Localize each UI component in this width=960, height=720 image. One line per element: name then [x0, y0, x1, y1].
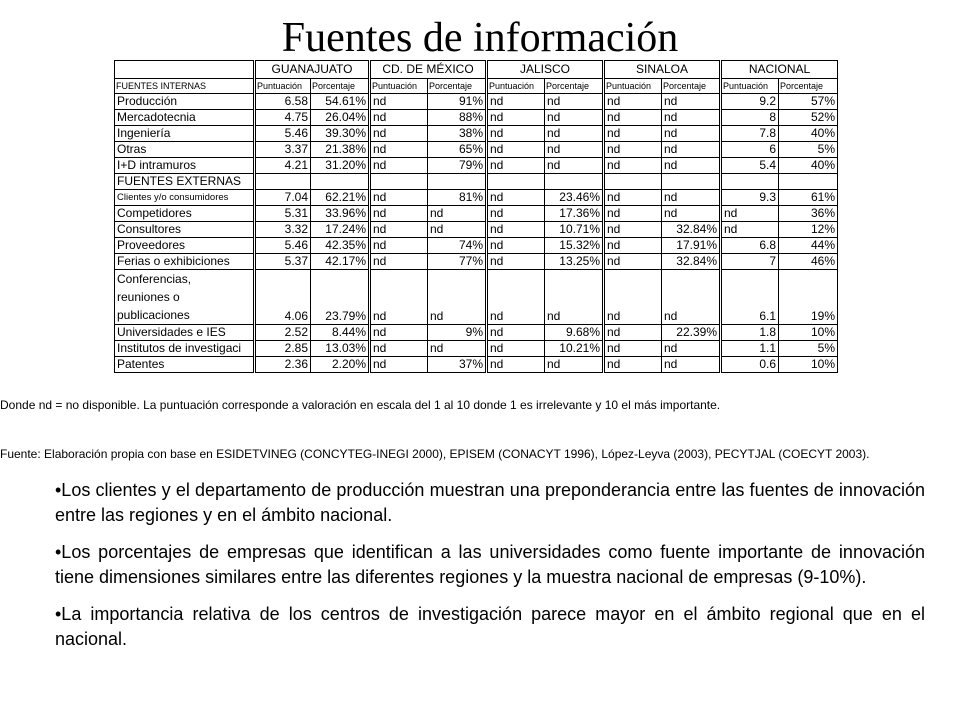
table-section-row — [115, 174, 838, 190]
score-cell: nd — [604, 142, 662, 158]
score-cell: nd — [487, 126, 545, 142]
score-cell: nd — [370, 270, 428, 325]
score-cell: 6 — [721, 142, 779, 158]
table-row — [115, 222, 838, 238]
score-cell: nd — [487, 341, 545, 357]
percent-cell: 88% — [428, 110, 487, 126]
percent-cell: 8.44% — [311, 325, 370, 341]
percent-cell: nd — [545, 270, 604, 325]
score-cell: nd — [370, 254, 428, 270]
score-cell: 7.04 — [255, 190, 311, 206]
region-header: SINALOA — [604, 61, 721, 79]
percent-cell: 91% — [428, 94, 487, 110]
row-label: Ingeniería — [115, 126, 255, 142]
score-cell: 6.58 — [255, 94, 311, 110]
score-cell: nd — [487, 238, 545, 254]
percent-cell: 62.21% — [311, 190, 370, 206]
percent-cell: 74% — [428, 238, 487, 254]
percent-cell: 37% — [428, 357, 487, 373]
score-cell: nd — [370, 206, 428, 222]
percent-cell: nd — [662, 142, 721, 158]
score-cell: 6.8 — [721, 238, 779, 254]
score-cell: 4.06 — [255, 270, 311, 325]
percent-cell: 52% — [779, 110, 838, 126]
percent-cell: 5% — [779, 341, 838, 357]
score-cell: nd — [370, 222, 428, 238]
percent-cell: 15.32% — [545, 238, 604, 254]
table-row — [115, 325, 838, 341]
row-label-line: Conferencias, — [117, 272, 192, 286]
percent-cell: 26.04% — [311, 110, 370, 126]
percent-cell: 2.20% — [311, 357, 370, 373]
score-cell: nd — [721, 222, 779, 238]
row-label: Clientes y/o consumidores — [115, 190, 255, 206]
score-cell: 7 — [721, 254, 779, 270]
percent-cell: nd — [662, 270, 721, 325]
score-cell: 5.46 — [255, 238, 311, 254]
bullet-item: •La importancia relativa de los centros de investigación parece mayor en el ámbito regional que en el nacional. — [55, 604, 925, 649]
corner-cell — [115, 61, 255, 79]
region-header: GUANAJUATO — [255, 61, 370, 79]
row-label: Proveedores — [115, 238, 255, 254]
score-cell: nd — [721, 206, 779, 222]
score-cell: 4.21 — [255, 158, 311, 174]
score-cell: nd — [370, 142, 428, 158]
bullet-list — [55, 478, 925, 664]
percent-cell: nd — [545, 110, 604, 126]
row-label: Ferias o exhibiciones — [115, 254, 255, 270]
region-header: JALISCO — [487, 61, 604, 79]
percent-cell: nd — [662, 206, 721, 222]
percent-cell: 10.71% — [545, 222, 604, 238]
score-cell: nd — [370, 110, 428, 126]
row-label: Otras — [115, 142, 255, 158]
empty-cell — [779, 174, 838, 190]
section-heading-external: FUENTES EXTERNAS — [115, 174, 255, 190]
percent-cell: 13.25% — [545, 254, 604, 270]
row-label: Consultores — [115, 222, 255, 238]
percent-cell: 77% — [428, 254, 487, 270]
percent-cell: 38% — [428, 126, 487, 142]
percent-cell: nd — [662, 110, 721, 126]
score-cell: 5.46 — [255, 126, 311, 142]
subheader-score: Puntuación — [487, 79, 545, 94]
percent-cell: 32.84% — [662, 222, 721, 238]
score-cell: nd — [487, 110, 545, 126]
percent-cell: 10% — [779, 325, 838, 341]
region-header: NACIONAL — [721, 61, 838, 79]
table-row — [115, 142, 838, 158]
score-cell: nd — [487, 190, 545, 206]
score-cell: 8 — [721, 110, 779, 126]
score-cell: nd — [604, 206, 662, 222]
row-label-line: publicaciones — [117, 308, 190, 322]
subheader-percent: Porcentaje — [311, 79, 370, 94]
percent-cell: 22.39% — [662, 325, 721, 341]
subheader-percent: Porcentaje — [545, 79, 604, 94]
score-cell: nd — [487, 94, 545, 110]
score-cell: nd — [604, 254, 662, 270]
percent-cell: 54.61% — [311, 94, 370, 110]
score-cell: nd — [370, 341, 428, 357]
row-label: I+D intramuros — [115, 158, 255, 174]
percent-cell: nd — [662, 158, 721, 174]
percent-cell: 23.46% — [545, 190, 604, 206]
percent-cell: 23.79% — [311, 270, 370, 325]
table-row — [115, 254, 838, 270]
score-cell: 4.75 — [255, 110, 311, 126]
row-label: Mercadotecnia — [115, 110, 255, 126]
slide-title: Fuentes de información — [281, 15, 679, 61]
score-cell: 9.2 — [721, 94, 779, 110]
empty-cell — [721, 174, 779, 190]
score-cell: 5.37 — [255, 254, 311, 270]
empty-cell — [428, 174, 487, 190]
table-subheader-row — [115, 79, 838, 94]
score-cell: nd — [487, 270, 545, 325]
percent-cell: 9.68% — [545, 325, 604, 341]
percent-cell: 5% — [779, 142, 838, 158]
percent-cell: nd — [428, 222, 487, 238]
percent-cell: nd — [662, 341, 721, 357]
score-cell: 1.8 — [721, 325, 779, 341]
subheader-score: Puntuación — [255, 79, 311, 94]
score-cell: nd — [487, 158, 545, 174]
score-cell: 2.52 — [255, 325, 311, 341]
subheader-score: Puntuación — [721, 79, 779, 94]
bullet-item: •Los clientes y el departamento de producción muestran una preponderancia entre las fuentes de innovación entre las regiones y en el ámbito nacional. — [55, 480, 925, 525]
table-row — [115, 158, 838, 174]
table-header-row — [115, 61, 838, 79]
score-cell: 3.32 — [255, 222, 311, 238]
row-label: Universidades e IES — [115, 325, 255, 341]
percent-cell: 33.96% — [311, 206, 370, 222]
score-cell: nd — [604, 270, 662, 325]
score-cell: 2.85 — [255, 341, 311, 357]
score-cell: nd — [604, 190, 662, 206]
score-cell: nd — [487, 254, 545, 270]
table-row — [115, 110, 838, 126]
percent-cell: 17.36% — [545, 206, 604, 222]
empty-cell — [255, 174, 311, 190]
percent-cell: 57% — [779, 94, 838, 110]
table-row — [115, 206, 838, 222]
percent-cell: nd — [428, 206, 487, 222]
percent-cell: 42.17% — [311, 254, 370, 270]
percent-cell: 21.38% — [311, 142, 370, 158]
percent-cell: 65% — [428, 142, 487, 158]
subheader-score: Puntuación — [604, 79, 662, 94]
percent-cell: 10.21% — [545, 341, 604, 357]
score-cell: nd — [604, 325, 662, 341]
table-row — [115, 238, 838, 254]
score-cell: 3.37 — [255, 142, 311, 158]
score-cell: nd — [604, 238, 662, 254]
score-cell: 7.8 — [721, 126, 779, 142]
score-cell: 9.3 — [721, 190, 779, 206]
score-cell: nd — [487, 357, 545, 373]
score-cell: nd — [487, 222, 545, 238]
percent-cell: 13.03% — [311, 341, 370, 357]
percent-cell: 32.84% — [662, 254, 721, 270]
percent-cell: nd — [545, 158, 604, 174]
score-cell: nd — [370, 94, 428, 110]
percent-cell: 39.30% — [311, 126, 370, 142]
empty-cell — [662, 174, 721, 190]
score-cell: nd — [370, 190, 428, 206]
table-row — [115, 357, 838, 373]
score-cell: nd — [487, 142, 545, 158]
empty-cell — [311, 174, 370, 190]
note-nd: Donde nd = no disponible. La puntuación corresponde a valoración en escala del 1 al 10 donde 1 es irrelevante y 10 el más importante. — [0, 398, 721, 412]
row-label-line: reuniones o — [117, 290, 180, 304]
table-row — [115, 126, 838, 142]
score-cell: nd — [370, 357, 428, 373]
score-cell: 1.1 — [721, 341, 779, 357]
score-cell: nd — [487, 206, 545, 222]
percent-cell: 61% — [779, 190, 838, 206]
percent-cell: 36% — [779, 206, 838, 222]
percent-cell: nd — [662, 190, 721, 206]
percent-cell: 19% — [779, 270, 838, 325]
table-row — [115, 94, 838, 110]
percent-cell: nd — [428, 270, 487, 325]
score-cell: nd — [604, 158, 662, 174]
score-cell: nd — [370, 158, 428, 174]
percent-cell: 40% — [779, 126, 838, 142]
percent-cell: 44% — [779, 238, 838, 254]
score-cell: nd — [487, 325, 545, 341]
percent-cell: 17.91% — [662, 238, 721, 254]
percent-cell: 31.20% — [311, 158, 370, 174]
sources-table — [114, 60, 838, 373]
percent-cell: 40% — [779, 158, 838, 174]
percent-cell: 17.24% — [311, 222, 370, 238]
percent-cell: 79% — [428, 158, 487, 174]
percent-cell: 9% — [428, 325, 487, 341]
subheader-score: Puntuación — [370, 79, 428, 94]
score-cell: nd — [604, 222, 662, 238]
region-header: CD. DE MÉXICO — [370, 61, 487, 79]
percent-cell: 46% — [779, 254, 838, 270]
percent-cell: 10% — [779, 357, 838, 373]
score-cell: 6.1 — [721, 270, 779, 325]
section-heading-internal: FUENTES INTERNAS — [115, 79, 255, 94]
subheader-percent: Porcentaje — [428, 79, 487, 94]
empty-cell — [487, 174, 545, 190]
score-cell: 5.31 — [255, 206, 311, 222]
percent-cell: nd — [662, 357, 721, 373]
row-label: Patentes — [115, 357, 255, 373]
table-row — [115, 341, 838, 357]
bullet-item: •Los porcentajes de empresas que identifican a las universidades como fuente importante de innovación tiene dimensiones similares entre las diferentes regiones y la muestra nacional de empresas (9-10%). — [55, 542, 925, 587]
empty-cell — [370, 174, 428, 190]
percent-cell: nd — [545, 94, 604, 110]
score-cell: nd — [604, 357, 662, 373]
score-cell: 0.6 — [721, 357, 779, 373]
percent-cell: 81% — [428, 190, 487, 206]
percent-cell: nd — [545, 357, 604, 373]
note-source: Fuente: Elaboración propia con base en ESIDETVINEG (CONCYTEG-INEGI 2000), EPISEM (CONACYT 1996), López-Leyva (2003), PECYTJAL (COECYT 2003). — [0, 447, 870, 461]
score-cell: nd — [370, 325, 428, 341]
table-row — [115, 270, 838, 325]
score-cell: nd — [370, 126, 428, 142]
subheader-percent: Porcentaje — [662, 79, 721, 94]
empty-cell — [545, 174, 604, 190]
percent-cell: nd — [662, 94, 721, 110]
score-cell: nd — [604, 110, 662, 126]
score-cell: nd — [604, 94, 662, 110]
table-row — [115, 190, 838, 206]
percent-cell: nd — [545, 126, 604, 142]
subheader-percent: Porcentaje — [779, 79, 838, 94]
percent-cell: 12% — [779, 222, 838, 238]
row-label: Institutos de investigaci — [115, 341, 255, 357]
row-label — [115, 270, 255, 325]
row-label: Producción — [115, 94, 255, 110]
score-cell: 5.4 — [721, 158, 779, 174]
score-cell: 2.36 — [255, 357, 311, 373]
score-cell: nd — [370, 238, 428, 254]
row-label: Competidores — [115, 206, 255, 222]
percent-cell: nd — [662, 126, 721, 142]
score-cell: nd — [604, 126, 662, 142]
percent-cell: nd — [545, 142, 604, 158]
percent-cell: 42.35% — [311, 238, 370, 254]
score-cell: nd — [604, 341, 662, 357]
empty-cell — [604, 174, 662, 190]
percent-cell: nd — [428, 341, 487, 357]
